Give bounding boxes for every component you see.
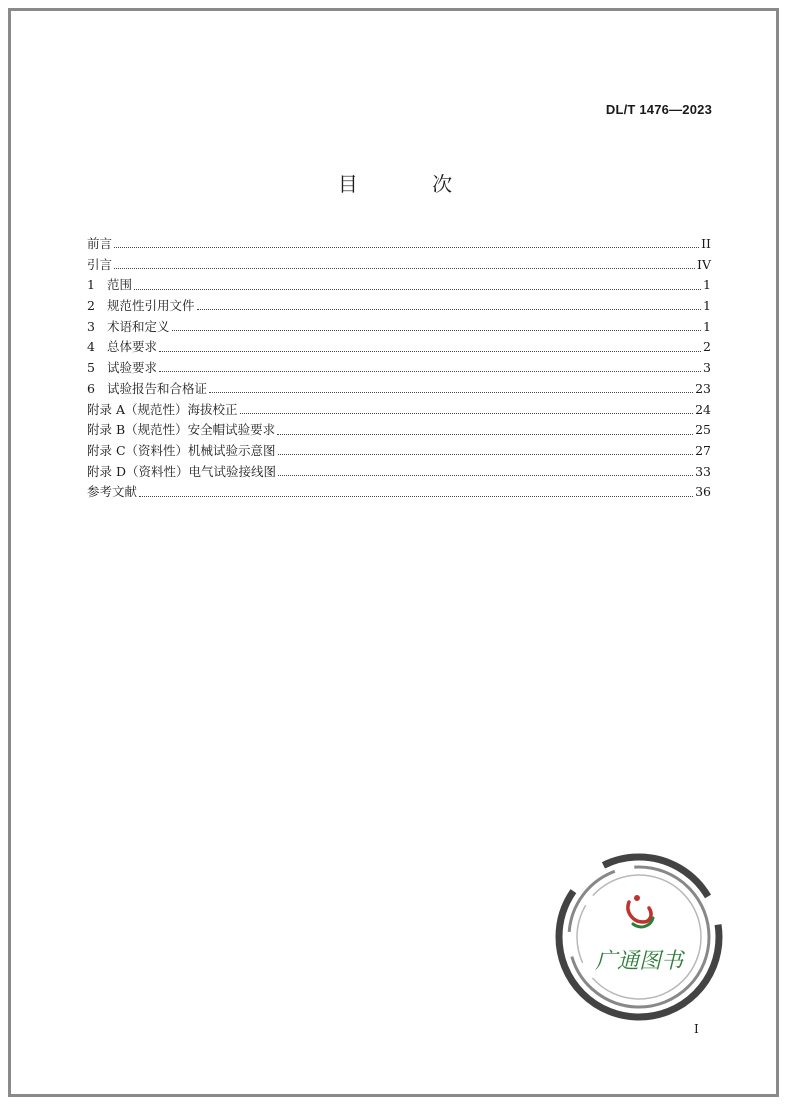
toc-entry-terms[interactable] xyxy=(87,317,711,338)
dot-leader xyxy=(197,308,702,310)
toc-entry-normative-references[interactable] xyxy=(87,296,711,317)
dot-leader xyxy=(159,370,701,372)
dot-leader xyxy=(139,495,693,497)
dot-leader xyxy=(114,246,699,248)
toc-entry-general-requirements[interactable] xyxy=(87,337,711,358)
toc-entry-label: 引言 xyxy=(87,256,113,272)
toc-entry-page: II xyxy=(701,236,711,251)
toc-entry-test-report[interactable] xyxy=(87,379,711,400)
toc-entry-label: 附录 B（规范性）安全帽试验要求 xyxy=(87,422,276,438)
dot-leader xyxy=(159,350,701,352)
table-of-contents xyxy=(87,234,711,503)
toc-entry-foreword[interactable] xyxy=(87,234,711,255)
dot-leader xyxy=(278,474,693,476)
toc-entry-label: 附录 D（资料性）电气试验接线图 xyxy=(87,463,276,479)
toc-entry-page: 1 xyxy=(703,298,711,314)
toc-entry-page: 36 xyxy=(695,484,711,500)
emblem-icon xyxy=(628,895,653,927)
toc-entry-label: 前言 xyxy=(87,236,113,251)
toc-entry-page: 25 xyxy=(695,422,711,438)
toc-entry-bibliography[interactable] xyxy=(87,482,711,503)
toc-entry-page: 33 xyxy=(695,463,711,479)
toc-entry-annex-b[interactable] xyxy=(87,420,711,441)
standard-code: DL/T 1476—2023 xyxy=(605,102,712,117)
toc-entry-annex-d[interactable] xyxy=(87,462,711,483)
toc-entry-label: 规范性引用文件 xyxy=(107,298,195,314)
toc-entry-page: 27 xyxy=(695,442,711,458)
toc-entry-page: 1 xyxy=(703,277,711,293)
toc-entry-annex-a[interactable] xyxy=(87,400,711,421)
dot-leader xyxy=(209,391,693,393)
toc-entry-page: 24 xyxy=(695,401,711,417)
toc-entry-label: 附录 C（资料性）机械试验示意图 xyxy=(87,442,276,458)
toc-entry-number: 5 xyxy=(87,360,95,376)
toc-entry-label: 范围 xyxy=(107,277,133,293)
stamp-text: 广通图书 xyxy=(594,949,684,974)
dot-leader xyxy=(277,433,693,435)
toc-entry-page: IV xyxy=(697,256,711,272)
dot-leader xyxy=(114,267,695,269)
toc-entry-number: 2 xyxy=(87,298,95,314)
toc-entry-annex-c[interactable] xyxy=(87,441,711,462)
toc-entry-test-requirements[interactable] xyxy=(87,358,711,379)
toc-entry-number: 3 xyxy=(87,318,95,334)
page-title: 目 次 xyxy=(337,172,487,196)
toc-entry-page: 2 xyxy=(703,339,711,355)
toc-entry-number: 1 xyxy=(87,277,95,293)
toc-entry-number: 6 xyxy=(87,380,95,396)
toc-entry-page: 3 xyxy=(703,360,711,376)
dot-leader xyxy=(172,329,702,331)
toc-entry-label: 附录 A（规范性）海拔校正 xyxy=(87,401,238,417)
dot-leader xyxy=(240,412,694,414)
toc-entry-scope[interactable] xyxy=(87,275,711,296)
dot-leader xyxy=(278,453,694,455)
toc-entry-label: 参考文献 xyxy=(87,484,138,500)
publisher-stamp-logo xyxy=(548,846,730,1028)
toc-entry-number: 4 xyxy=(87,339,95,355)
toc-entry-page: 23 xyxy=(695,380,711,396)
toc-entry-page: 1 xyxy=(703,318,711,334)
dot-leader xyxy=(134,288,701,290)
toc-entry-label: 术语和定义 xyxy=(107,318,170,334)
toc-entry-label: 试验报告和合格证 xyxy=(107,380,208,396)
page-number: I xyxy=(694,1022,699,1036)
toc-entry-label: 总体要求 xyxy=(107,339,158,355)
toc-entry-label: 试验要求 xyxy=(107,360,158,376)
toc-entry-introduction[interactable] xyxy=(87,255,711,276)
